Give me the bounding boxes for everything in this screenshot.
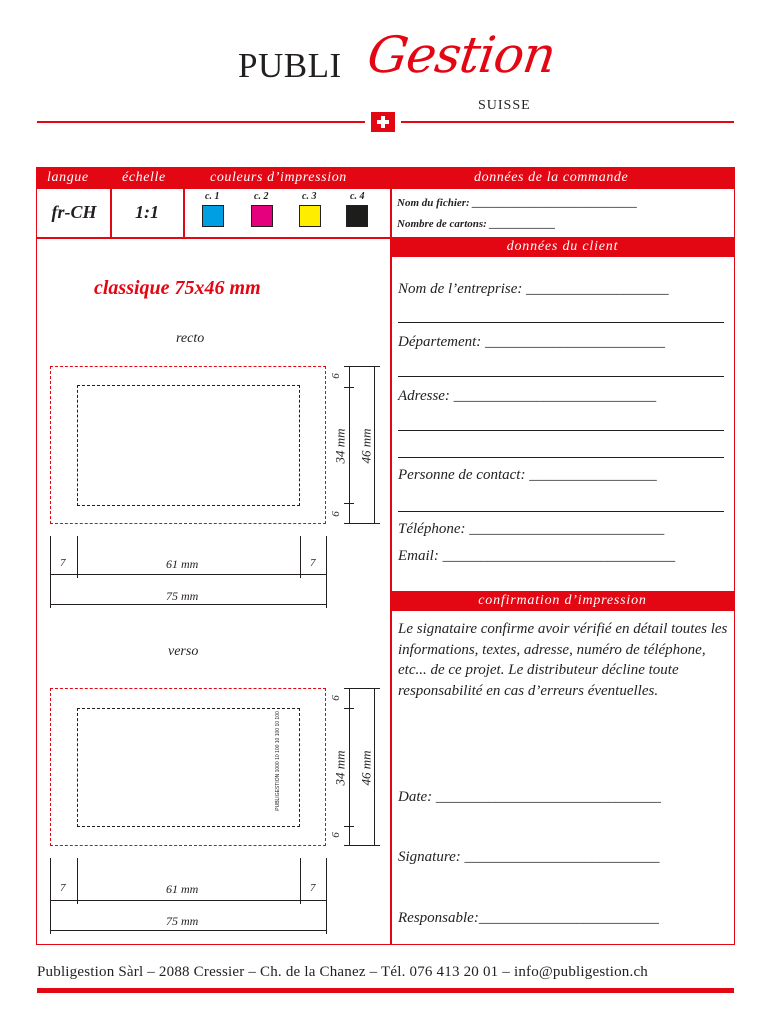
verso-dim-bottom: 6 bbox=[329, 832, 342, 838]
color-label-3: c. 3 bbox=[302, 191, 317, 202]
recto-h-line-inner bbox=[50, 574, 327, 575]
adresse-line-2[interactable] bbox=[398, 430, 724, 431]
color-swatch-black bbox=[346, 205, 368, 227]
verso-safe-area bbox=[77, 708, 300, 827]
recto-tick-4 bbox=[344, 523, 380, 524]
adresse-line-3[interactable] bbox=[398, 457, 724, 458]
verso-dim-vline bbox=[349, 688, 350, 846]
color-label-2: c. 2 bbox=[254, 191, 269, 202]
verso-dim-outer-h: 46 mm bbox=[358, 750, 374, 786]
recto-h-tick-a bbox=[50, 536, 51, 608]
email-field[interactable]: Email: _______________________________ bbox=[398, 548, 676, 564]
recto-h-line-outer bbox=[50, 604, 327, 605]
recto-h-tick-b bbox=[77, 536, 78, 578]
client-header-bar: données du client bbox=[391, 237, 734, 257]
footer-contact: Publigestion Sàrl – 2088 Cressier – Ch. de la Chanez – Tél. 076 413 20 01 – info@publigestion.ch bbox=[37, 964, 649, 980]
signature-field[interactable]: Signature: __________________________ bbox=[398, 849, 660, 865]
telephone-field[interactable]: Téléphone: __________________________ bbox=[398, 521, 665, 537]
confirmation-header-bar: confirmation d’impression bbox=[391, 591, 734, 611]
departement-line-2[interactable] bbox=[398, 376, 724, 377]
recto-h-tick-c bbox=[300, 536, 301, 578]
recto-dim-inner-w: 61 mm bbox=[166, 557, 199, 571]
recto-dim-outer-w: 75 mm bbox=[166, 589, 199, 603]
verso-dim-inner-h: 34 mm bbox=[332, 750, 348, 786]
verso-h-tick-d bbox=[326, 858, 327, 934]
contact-line-2[interactable] bbox=[398, 511, 724, 512]
responsable-field[interactable]: Responsable:________________________ bbox=[398, 910, 659, 926]
cartons-field[interactable]: Nombre de cartons: ____________ bbox=[397, 218, 556, 230]
recto-dim-right: 7 bbox=[310, 557, 316, 569]
verso-h-tick-b bbox=[77, 858, 78, 904]
verso-tick-1 bbox=[344, 688, 380, 689]
swiss-cross-icon bbox=[371, 112, 395, 132]
echelle-value: 1:1 bbox=[135, 202, 159, 222]
divider-top-row bbox=[37, 237, 391, 239]
recto-safe-area bbox=[77, 385, 300, 506]
entreprise-field[interactable]: Nom de l’entreprise: ___________________ bbox=[398, 281, 669, 297]
header-langue: langue bbox=[47, 170, 89, 185]
card-format-title: classique 75x46 mm bbox=[94, 277, 261, 299]
color-swatch-magenta bbox=[251, 205, 273, 227]
recto-dim-outer-h: 46 mm bbox=[358, 428, 374, 464]
verso-dim-left: 7 bbox=[60, 882, 66, 894]
recto-dim-bottom: 6 bbox=[329, 511, 342, 517]
verso-label: verso bbox=[168, 644, 199, 659]
recto-label: recto bbox=[176, 331, 205, 346]
recto-tick-1 bbox=[344, 366, 380, 367]
entreprise-line-2[interactable] bbox=[398, 322, 724, 323]
logo-gestion: Gestion bbox=[363, 26, 559, 84]
footer-bar bbox=[37, 988, 734, 993]
contact-field[interactable]: Personne de contact: _________________ bbox=[398, 467, 657, 483]
fichier-field[interactable]: Nom du fichier: ______________________________ bbox=[397, 197, 638, 209]
verso-tick-2 bbox=[344, 708, 354, 709]
verso-h-tick-c bbox=[300, 858, 301, 904]
verso-tick-3 bbox=[344, 826, 354, 827]
logo-suisse: SUISSE bbox=[478, 98, 531, 113]
logo-publi: PUBLI bbox=[238, 46, 342, 85]
adresse-field[interactable]: Adresse: ___________________________ bbox=[398, 388, 657, 404]
color-swatch-yellow bbox=[299, 205, 321, 227]
recto-dim-top: 6 bbox=[329, 373, 342, 379]
recto-h-tick-d bbox=[326, 536, 327, 608]
header-couleurs: couleurs d’impression bbox=[210, 170, 347, 185]
verso-barcode-text: PUBLIGESTION 1000 10 100 10 100 10 100 bbox=[274, 711, 281, 811]
color-label-4: c. 4 bbox=[350, 191, 365, 202]
date-field[interactable]: Date: ______________________________ bbox=[398, 789, 661, 805]
verso-tick-4 bbox=[344, 845, 380, 846]
verso-h-line-inner bbox=[50, 900, 327, 901]
confirmation-text: Le signataire confirme avoir vérifié en détail toutes les informations, textes, adresse, numéro de téléphone, etc... de ce projet. Le distributeur décline toute responsabilité en cas d’erreurs éventuelles. bbox=[398, 621, 728, 699]
color-label-1: c. 1 bbox=[205, 191, 220, 202]
recto-dim-vline bbox=[349, 366, 350, 524]
header-rule-left bbox=[37, 121, 365, 123]
recto-tick-2 bbox=[344, 387, 354, 388]
color-swatch-cyan bbox=[202, 205, 224, 227]
departement-field[interactable]: Département: ________________________ bbox=[398, 334, 666, 350]
verso-dim-inner-w: 61 mm bbox=[166, 882, 199, 896]
recto-dim-inner-h: 34 mm bbox=[332, 428, 348, 464]
verso-dim-right: 7 bbox=[310, 882, 316, 894]
verso-h-line-outer bbox=[50, 930, 327, 931]
header-commande: données de la commande bbox=[474, 170, 629, 185]
header-echelle: échelle bbox=[122, 170, 166, 185]
verso-dim-top: 6 bbox=[329, 695, 342, 701]
recto-dim-left: 7 bbox=[60, 557, 66, 569]
verso-dim-outer-w: 75 mm bbox=[166, 914, 199, 928]
verso-h-tick-a bbox=[50, 858, 51, 934]
header-rule-right bbox=[401, 121, 734, 123]
divider-echelle bbox=[183, 189, 185, 237]
recto-tick-3 bbox=[344, 503, 354, 504]
divider-main bbox=[390, 189, 392, 944]
langue-value: fr-CH bbox=[51, 202, 97, 222]
